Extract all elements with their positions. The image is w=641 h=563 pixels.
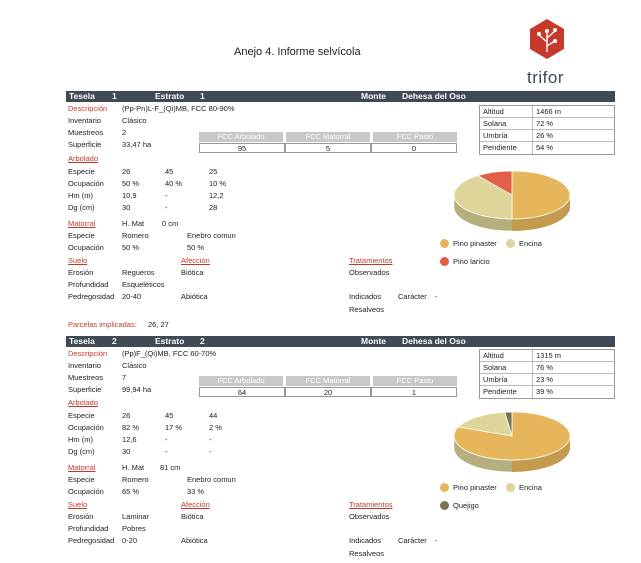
matorral-ocupacion-1: 50 % xyxy=(122,243,140,252)
especie-1: 26 xyxy=(122,167,131,176)
monte-value: Dehesa del Oso xyxy=(402,336,466,346)
resalveos-label: Resalveos xyxy=(349,549,385,558)
hmat-label: H. Mat xyxy=(122,219,145,228)
ocupacion-3: 10 % xyxy=(209,179,227,188)
topography-table xyxy=(479,349,615,399)
altitud-label: Altitud xyxy=(483,107,504,116)
descripcion-value: (Pp)F_(Qi)MB, FCC 60-70% xyxy=(122,349,217,358)
hmat-label: H. Mat xyxy=(122,463,145,472)
legend-quejigo-swatch xyxy=(440,501,449,510)
muestreos-label: Muestreos xyxy=(68,128,104,137)
document-title: Anejo 4. Informe selvícola xyxy=(234,46,361,58)
erosion-value: Regueros xyxy=(122,268,155,277)
fcc-matorral-header: FCC Matorral xyxy=(286,132,370,142)
matorral-ocupacion-label: Ocupación xyxy=(68,243,104,252)
profundidad-value: Esqueléticos xyxy=(122,280,165,289)
resalveos-label: Resalveos xyxy=(349,305,385,314)
tesela-value: 2 xyxy=(112,336,117,346)
indicados-label: Indicados xyxy=(349,292,382,301)
section-header xyxy=(66,336,615,347)
caracter-label: Carácter xyxy=(398,536,427,545)
inventario-label: Inventario xyxy=(68,116,101,125)
logo-hexagon-icon xyxy=(528,18,566,60)
legend-pino-pinaster-swatch xyxy=(440,239,449,248)
matorral-ocupacion-1: 65 % xyxy=(122,487,140,496)
indicados-label: Indicados xyxy=(349,536,382,545)
legend-encina: Encina xyxy=(519,239,542,248)
legend-pino-pinaster: Pino pinaster xyxy=(453,483,497,492)
altitud-label: Altitud xyxy=(483,351,504,360)
especie-2: 45 xyxy=(165,411,174,420)
monte-value: Dehesa del Oso xyxy=(402,91,466,101)
muestreos-value: 7 xyxy=(122,373,127,382)
pendiente-value: 54 % xyxy=(536,143,554,152)
species-pie-chart xyxy=(450,408,580,478)
matorral-especie-1: Romero xyxy=(122,475,149,484)
parcelas-value: 26, 27 xyxy=(148,320,169,329)
solana-value: 72 % xyxy=(536,119,554,128)
dg-3: - xyxy=(209,447,212,456)
monte-label: Monte xyxy=(361,336,387,346)
caracter-value: - xyxy=(435,292,438,301)
hm-2: - xyxy=(165,191,168,200)
altitud-value: 1466 m xyxy=(536,107,562,116)
legend-encina-swatch xyxy=(506,483,515,492)
superficie-value: 33,47 ha xyxy=(122,140,152,149)
biotica-label: Biótica xyxy=(181,512,204,521)
ocupacion-2: 17 % xyxy=(165,423,183,432)
hm-1: 10,9 xyxy=(122,191,137,200)
altitud-value: 1315 m xyxy=(536,351,562,360)
abiotica-label: Abiótica xyxy=(181,536,208,545)
muestreos-label: Muestreos xyxy=(68,373,104,382)
pendiente-label: Pendiente xyxy=(483,387,517,396)
legend-pino-pinaster-swatch xyxy=(440,483,449,492)
hmat-value: 81 cm xyxy=(160,463,181,472)
profundidad-label: Profundidad xyxy=(68,524,109,533)
afeccion-heading: Afección xyxy=(181,500,210,509)
biotica-label: Biótica xyxy=(181,268,204,277)
especie-3: 25 xyxy=(209,167,218,176)
legend-quejigo: Quejigo xyxy=(453,501,479,510)
superficie-value: 99,94 ha xyxy=(122,385,152,394)
fcc-arbolado-header: FCC Arbolado xyxy=(199,376,283,386)
species-pie-chart xyxy=(450,167,580,237)
matorral-especie-label: Especie xyxy=(68,475,95,484)
especie-1: 26 xyxy=(122,411,131,420)
fcc-arbolado-header: FCC Arbolado xyxy=(199,132,283,142)
dg-label: Dg (cm) xyxy=(68,203,95,212)
ocupacion-1: 50 % xyxy=(122,179,140,188)
dg-label: Dg (cm) xyxy=(68,447,95,456)
fcc-matorral-value: 20 xyxy=(285,387,371,397)
ocupacion-2: 40 % xyxy=(165,179,183,188)
hm-label: Hm (m) xyxy=(68,191,93,200)
ocupacion-3: 2 % xyxy=(209,423,222,432)
topography-table xyxy=(479,105,615,155)
parcelas-label: Parcelas implicadas: xyxy=(68,320,137,329)
ocupacion-label: Ocupación xyxy=(68,179,104,188)
legend-pino-laricio: Pino laricio xyxy=(453,257,490,266)
especie-3: 44 xyxy=(209,411,218,420)
especie-label: Especie xyxy=(68,167,95,176)
matorral-ocupacion-2: 50 % xyxy=(187,243,205,252)
legend-pino-laricio-swatch xyxy=(440,257,449,266)
hm-label: Hm (m) xyxy=(68,435,93,444)
solana-label: Solana xyxy=(483,119,507,128)
umbria-value: 26 % xyxy=(536,131,554,140)
estrato-label: Estrato xyxy=(155,91,185,101)
descripcion-label: Descripción xyxy=(68,104,108,113)
profundidad-label: Profundidad xyxy=(68,280,109,289)
hm-3: 12,2 xyxy=(209,191,224,200)
tesela-label: Tesela xyxy=(69,91,95,101)
trifor-logo xyxy=(528,18,566,60)
matorral-especie-2: Enebro comun xyxy=(187,475,236,484)
muestreos-value: 2 xyxy=(122,128,127,137)
tratamientos-heading: Tratamientos xyxy=(349,500,393,509)
hmat-value: 0 cm xyxy=(162,219,179,228)
arbolado-heading: Arbolado xyxy=(68,398,99,407)
superficie-label: Superficie xyxy=(68,140,102,149)
dg-2: - xyxy=(165,447,168,456)
erosion-label: Erosión xyxy=(68,512,94,521)
matorral-especie-2: Enebro comun xyxy=(187,231,236,240)
fcc-matorral-value: 5 xyxy=(285,143,371,153)
hm-2: - xyxy=(165,435,168,444)
descripcion-value: (Pp-Pn)L-F_(Qi)MB, FCC 80-90% xyxy=(122,104,235,113)
estrato-value: 2 xyxy=(200,336,205,346)
matorral-ocupacion-2: 33 % xyxy=(187,487,205,496)
fcc-pasto-header: FCC Pasto xyxy=(373,376,457,386)
section-header xyxy=(66,91,615,102)
especie-label: Especie xyxy=(68,411,95,420)
pendiente-value: 39 % xyxy=(536,387,554,396)
fcc-arbolado-value: 95 xyxy=(199,143,285,153)
fcc-pasto-value: 1 xyxy=(371,387,457,397)
arbolado-heading: Arbolado xyxy=(68,154,99,163)
umbria-label: Umbría xyxy=(483,375,508,384)
matorral-heading: Matorral xyxy=(68,463,96,472)
descripcion-label: Descripción xyxy=(68,349,108,358)
pedregosidad-value: 20-40 xyxy=(122,292,142,301)
estrato-value: 1 xyxy=(200,91,205,101)
suelo-heading: Suelo xyxy=(68,500,88,509)
observados-label: Observados xyxy=(349,268,390,277)
umbria-value: 23 % xyxy=(536,375,554,384)
ocupacion-label: Ocupación xyxy=(68,423,104,432)
pedregosidad-label: Pedregosidad xyxy=(68,292,115,301)
caracter-value: - xyxy=(435,536,438,545)
inventario-value: Clásico xyxy=(122,116,147,125)
matorral-heading: Matorral xyxy=(68,219,96,228)
observados-label: Observados xyxy=(349,512,390,521)
pedregosidad-value: 0-20 xyxy=(122,536,138,545)
fcc-pasto-value: 0 xyxy=(371,143,457,153)
matorral-especie-label: Especie xyxy=(68,231,95,240)
dg-3: 28 xyxy=(209,203,218,212)
hm-1: 12,6 xyxy=(122,435,137,444)
dg-2: - xyxy=(165,203,168,212)
ocupacion-1: 82 % xyxy=(122,423,140,432)
inventario-label: Inventario xyxy=(68,361,101,370)
dg-1: 30 xyxy=(122,203,131,212)
abiotica-label: Abiótica xyxy=(181,292,208,301)
umbria-label: Umbría xyxy=(483,131,508,140)
erosion-label: Erosión xyxy=(68,268,94,277)
afeccion-heading: Afección xyxy=(181,256,210,265)
superficie-label: Superficie xyxy=(68,385,102,394)
legend-encina-swatch xyxy=(506,239,515,248)
erosion-value: Laminar xyxy=(122,512,150,521)
caracter-label: Carácter xyxy=(398,292,427,301)
especie-2: 45 xyxy=(165,167,174,176)
legend-pino-pinaster: Pino pinaster xyxy=(453,239,497,248)
hm-3: - xyxy=(209,435,212,444)
tratamientos-heading: Tratamientos xyxy=(349,256,393,265)
fcc-matorral-header: FCC Matorral xyxy=(286,376,370,386)
monte-label: Monte xyxy=(361,91,387,101)
tesela-value: 1 xyxy=(112,91,117,101)
logo-text: trifor xyxy=(527,68,564,87)
suelo-heading: Suelo xyxy=(68,256,88,265)
legend-encina: Encina xyxy=(519,483,542,492)
fcc-arbolado-value: 64 xyxy=(199,387,285,397)
solana-label: Solana xyxy=(483,363,507,372)
pedregosidad-label: Pedregosidad xyxy=(68,536,115,545)
inventario-value: Clásico xyxy=(122,361,147,370)
dg-1: 30 xyxy=(122,447,131,456)
solana-value: 76 % xyxy=(536,363,554,372)
matorral-especie-1: Romero xyxy=(122,231,149,240)
fcc-pasto-header: FCC Pasto xyxy=(373,132,457,142)
pendiente-label: Pendiente xyxy=(483,143,517,152)
estrato-label: Estrato xyxy=(155,336,185,346)
matorral-ocupacion-label: Ocupación xyxy=(68,487,104,496)
profundidad-value: Pobres xyxy=(122,524,146,533)
tesela-label: Tesela xyxy=(69,336,95,346)
